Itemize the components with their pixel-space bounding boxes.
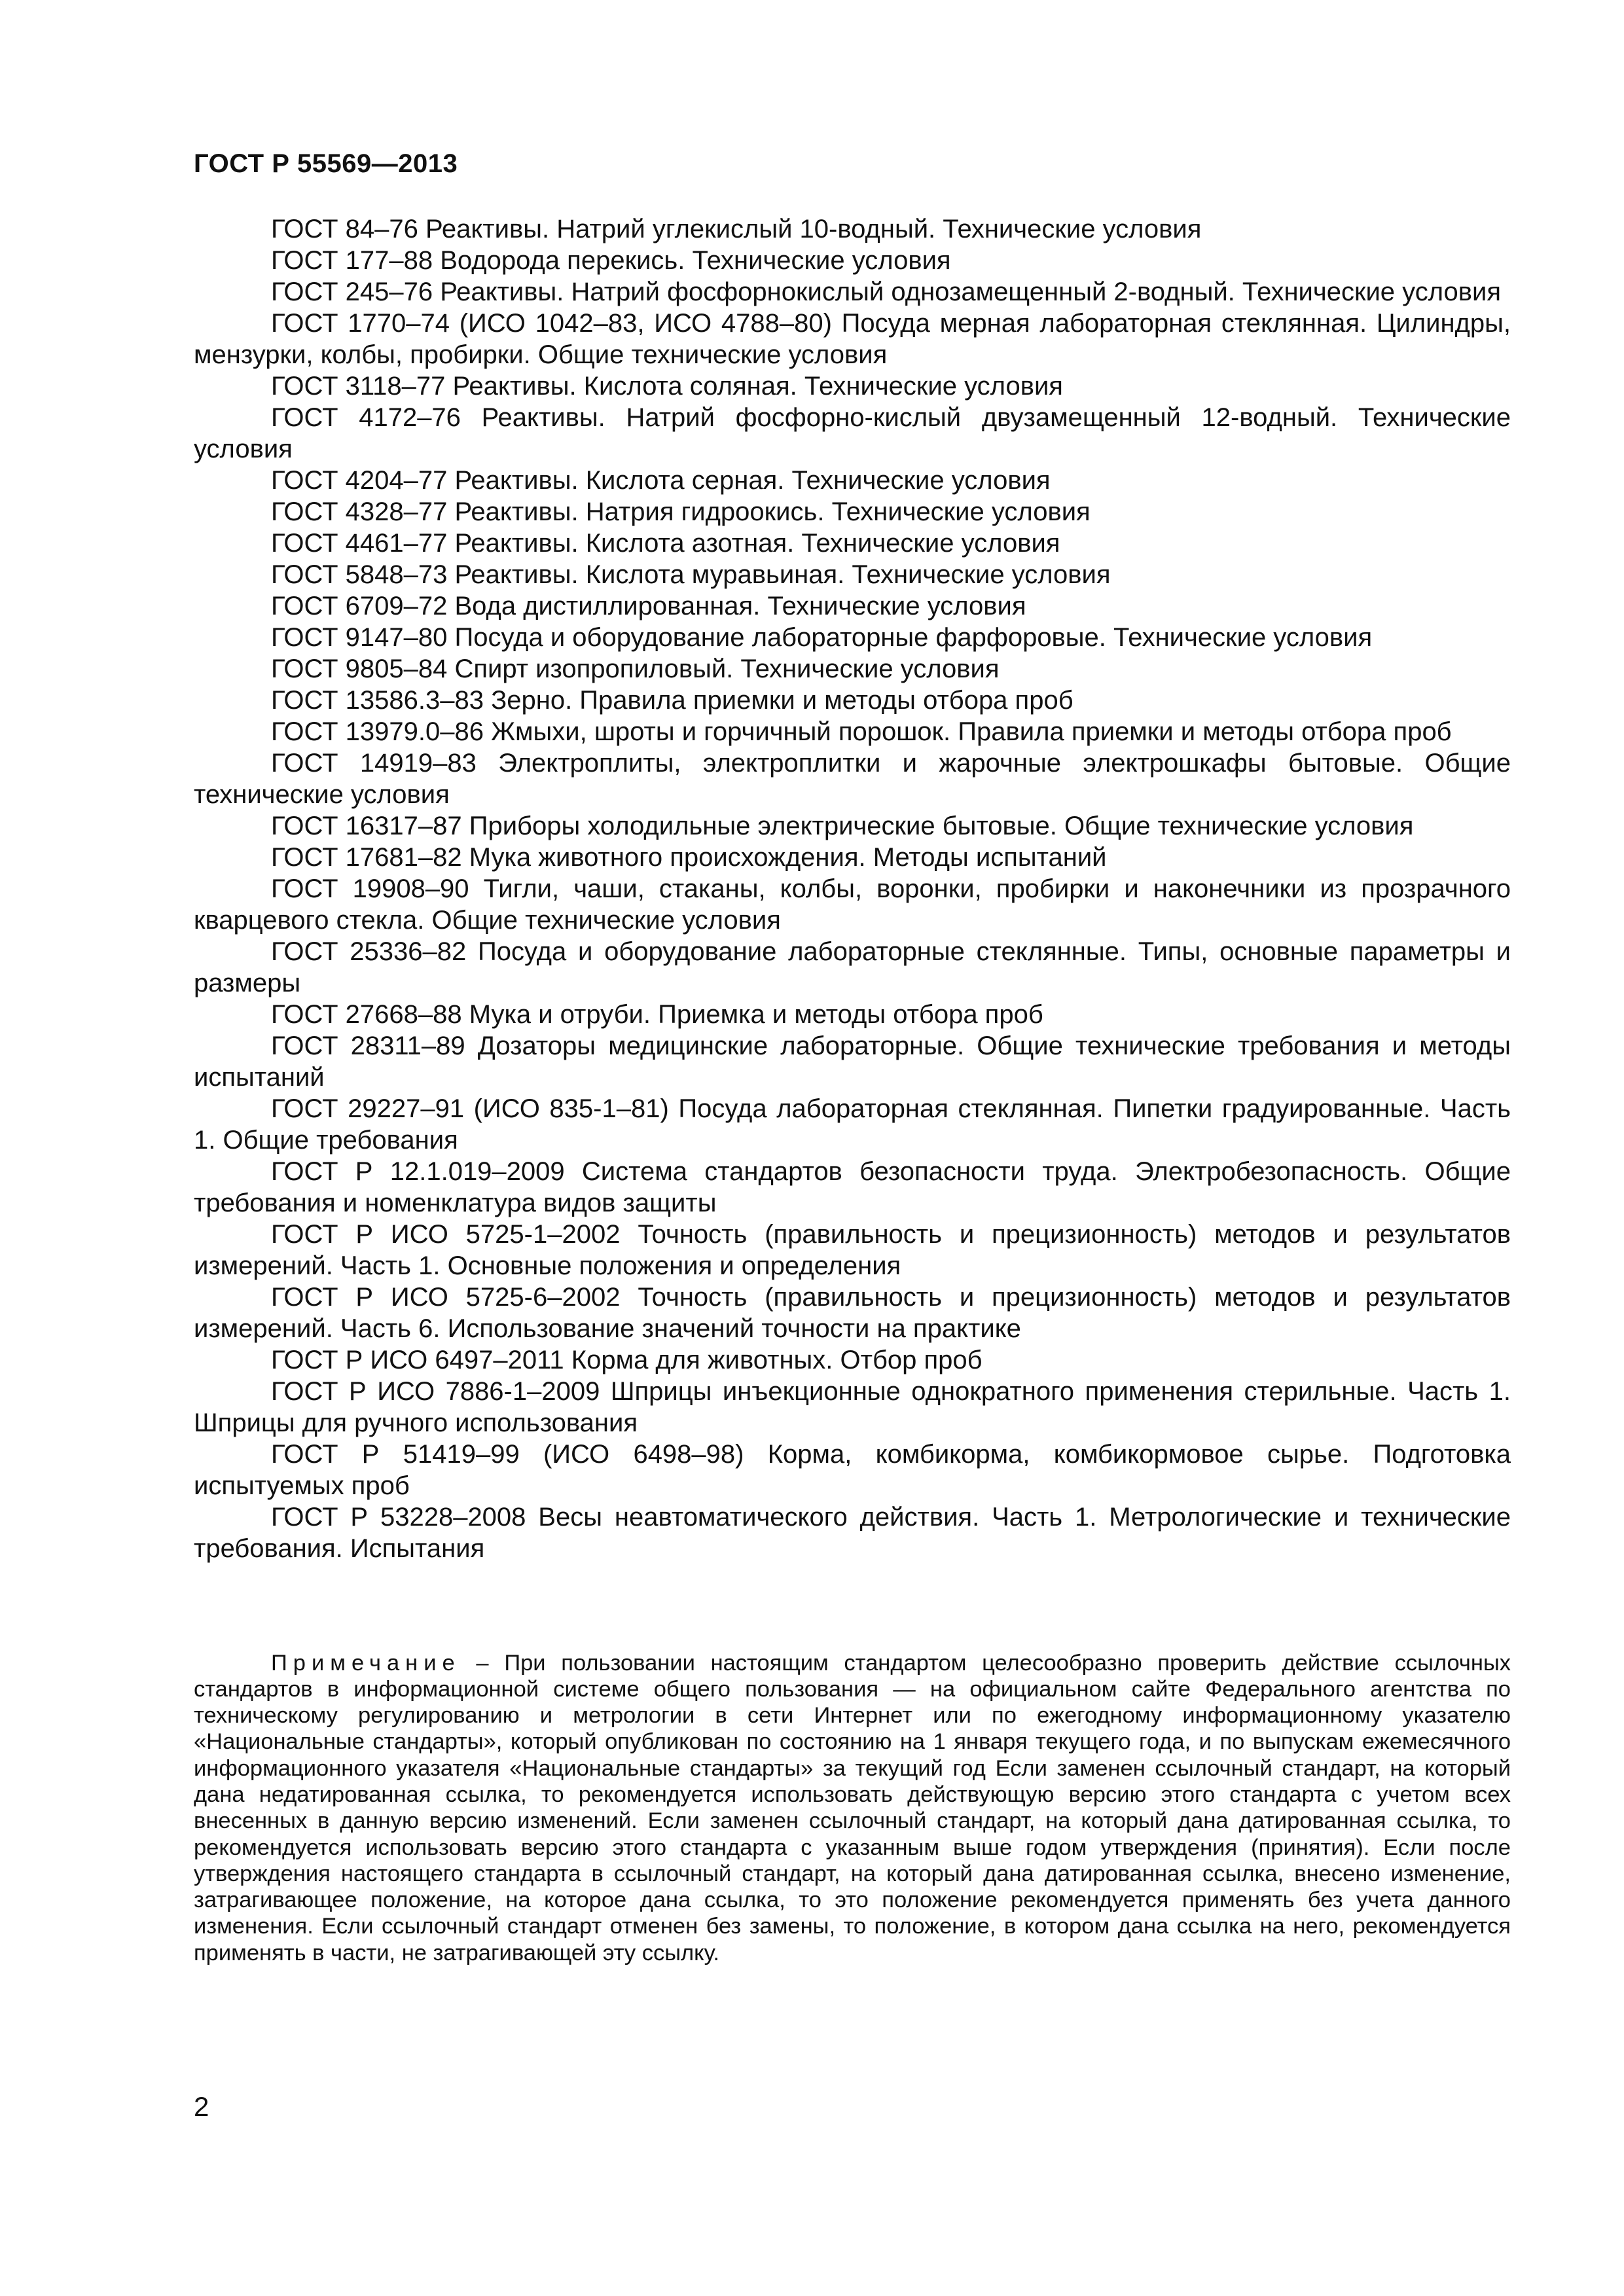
reference-item: ГОСТ Р 53228–2008 Весы неавтоматического действия. Часть 1. Метрологические и технические требования. Испытания [194,1503,1511,1563]
reference-item: ГОСТ Р 51419–99 (ИСО 6498–98) Корма, комбикорма, комбикормовое сырье. Подготовка испытуемых проб [194,1440,1511,1500]
reference-item: ГОСТ Р ИСО 5725-1–2002 Точность (правильность и прецизионность) методов и результатов измерений. Часть 1. Основные положения и определения [194,1220,1511,1280]
reference-item: ГОСТ 9805–84 Спирт изопропиловый. Технические условия [271,655,1000,683]
reference-item: ГОСТ 14919–83 Электроплиты, электроплитки и жарочные электрошкафы бытовые. Общие технические условия [194,749,1511,809]
note-label: Примечание [271,1650,461,1676]
note-paragraph [194,1650,1511,1967]
reference-item: ГОСТ 6709–72 Вода дистиллированная. Технические условия [271,592,1026,620]
reference-item: ГОСТ Р ИСО 5725-6–2002 Точность (правильность и прецизионность) методов и результатов измерений. Часть 6. Использование значений точности на практике [194,1283,1511,1343]
page-number: 2 [194,2091,209,2122]
reference-item: ГОСТ 84–76 Реактивы. Натрий углекислый 10-водный. Технические условия [271,215,1202,243]
reference-item: ГОСТ 19908–90 Тигли, чаши, стаканы, колбы, воронки, пробирки и наконечники из прозрачного кварцевого стекла. Общие технические условия [194,874,1511,935]
reference-item: ГОСТ 245–76 Реактивы. Натрий фосфорнокислый однозамещенный 2-водный. Технические условия [271,278,1502,306]
reference-item: ГОСТ 25336–82 Посуда и оборудование лабораторные стеклянные. Типы, основные параметры и размеры [194,937,1511,997]
reference-item: ГОСТ 4172–76 Реактивы. Натрий фосфорно-кислый двузамещенный 12-водный. Технические условия [194,403,1511,463]
reference-item: ГОСТ 3118–77 Реактивы. Кислота соляная. Технические условия [271,372,1063,401]
reference-item: ГОСТ 17681–82 Мука животного происхождения. Методы испытаний [271,843,1107,872]
reference-item: ГОСТ 13979.0–86 Жмыхи, шроты и горчичный порошок. Правила приемки и методы отбора проб [271,717,1452,746]
reference-item: ГОСТ 5848–73 Реактивы. Кислота муравьиная. Технические условия [271,560,1111,589]
reference-item: ГОСТ 4204–77 Реактивы. Кислота серная. Технические условия [271,466,1051,495]
normative-references-list [194,213,1511,1564]
reference-item: ГОСТ 4328–77 Реактивы. Натрия гидроокись. Технические условия [271,497,1091,526]
reference-item: ГОСТ Р 12.1.019–2009 Система стандартов безопасности труда. Электробезопасность. Общие требования и номенклатура видов защиты [194,1157,1511,1217]
reference-item: ГОСТ 9147–80 Посуда и оборудование лабораторные фарфоровые. Технические условия [271,623,1373,652]
reference-item: ГОСТ Р ИСО 6497–2011 Корма для животных. Отбор проб [271,1346,983,1374]
reference-item: ГОСТ 177–88 Водорода перекись. Технические условия [271,246,951,275]
reference-item: ГОСТ 16317–87 Приборы холодильные электрические бытовые. Общие технические условия [271,812,1414,840]
reference-item: ГОСТ 13586.3–83 Зерно. Правила приемки и методы отбора проб [271,686,1074,715]
note-text: – При пользовании настоящим стандартом целесообразно проверить действие ссылочных стандартов в информационной системе общего пользования — на официальном сайте Федерального агентства по техническому регулированию и метрологии в сети Интернет или по ежегодному информационному указателю «Национальные стандарты», который опубликован по состоянию на 1 января текущего года, и по выпускам ежемесячного информационного указателя «Национальные стандарты» за текущий год Если заменен ссылочный стандарт, на который дана недатированная ссылка, то рекомендуется использовать действующую версию этого стандарта с учетом всех внесенных в данную версию изменений. Если заменен ссылочный стандарт, на который дана датированная ссылка, то рекомендуется использовать версию этого стандарта с указанным выше годом утверждения (принятия). Если после утверждения настоящего стандарта в ссылочный стандарт, на который дана датированная ссылка, внесено изменение, затрагивающее положение, на которое дана ссылка, то это положение рекомендуется применять без учета данного изменения. Если ссылочный стандарт отменен без замены, то положение, в котором дана ссылка на него, рекомендуется применять в части, не затрагивающей эту ссылку. [194,1650,1511,1965]
reference-item: ГОСТ Р ИСО 7886-1–2009 Шприцы инъекционные однократного применения стерильные. Часть 1. Шприцы для ручного использования [194,1377,1511,1437]
reference-item: ГОСТ 27668–88 Мука и отруби. Приемка и методы отбора проб [271,1000,1043,1029]
document-header: ГОСТ Р 55569—2013 [194,149,458,178]
reference-item: ГОСТ 1770–74 (ИСО 1042–83, ИСО 4788–80) Посуда мерная лабораторная стеклянная. Цилиндры, мензурки, колбы, пробирки. Общие технические условия [194,309,1511,369]
reference-item: ГОСТ 28311–89 Дозаторы медицинские лабораторные. Общие технические требования и методы испытаний [194,1031,1511,1092]
reference-item: ГОСТ 4461–77 Реактивы. Кислота азотная. Технические условия [271,529,1060,558]
reference-item: ГОСТ 29227–91 (ИСО 835-1–81) Посуда лабораторная стеклянная. Пипетки градуированные. Часть 1. Общие требования [194,1094,1511,1155]
